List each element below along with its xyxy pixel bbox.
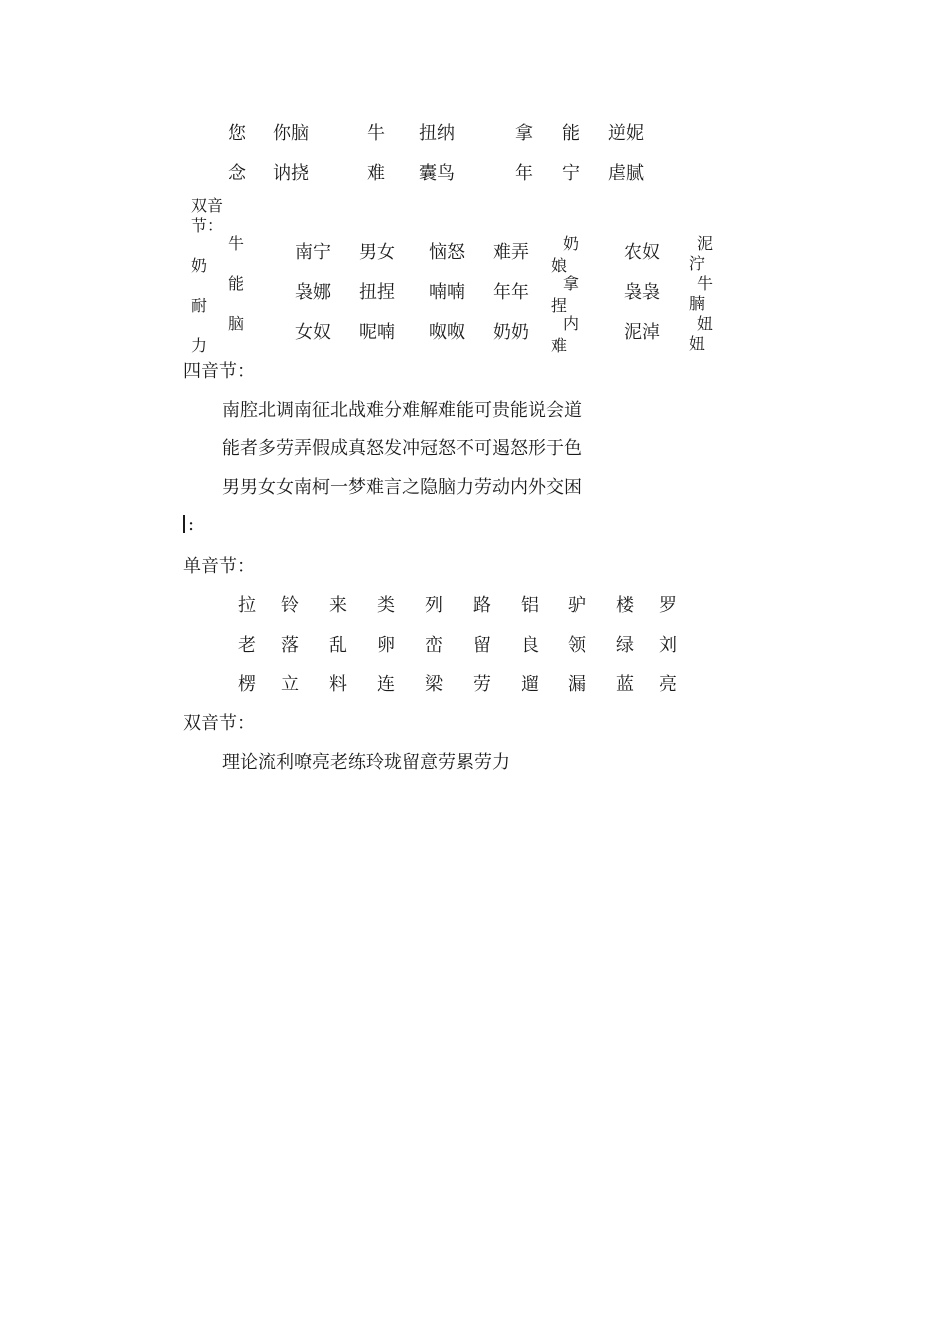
grid-cell: 能 (562, 123, 580, 144)
double-syllable-line: 理论流利嘹亮老练玲珑留意劳累劳力 (222, 752, 510, 773)
table-cell: 扭捏 (359, 282, 395, 303)
grid-cell: 念 (228, 163, 246, 184)
grid-cell: 蓝 (616, 674, 634, 695)
table-cell: 牛 (697, 274, 714, 293)
table-cell: 娘 (551, 256, 568, 275)
double-syllable-heading: 双音节： (183, 713, 255, 734)
table-cell: 恼怒 (429, 242, 465, 263)
table-cell: 力 (191, 336, 208, 355)
table-cell: 呢喃 (359, 322, 395, 343)
table-cell: 泥 (697, 234, 714, 253)
single-syllable-heading: 单音节： (183, 556, 255, 577)
grid-cell: 拿 (515, 123, 533, 144)
grid-cell: 来 (329, 595, 347, 616)
table-cell: 脑 (228, 314, 245, 333)
grid-cell: 料 (329, 674, 347, 695)
table-cell: 腩 (689, 294, 706, 313)
table-cell: 年年 (493, 282, 529, 303)
grid-cell: 铝 (521, 595, 539, 616)
double-syllable-table (180, 226, 740, 355)
grid-cell: 驴 (568, 595, 586, 616)
grid-cell: 拉 (238, 595, 256, 616)
four-syllable-heading: 四音节： (183, 361, 255, 382)
grid-cell: 乱 (329, 635, 347, 656)
grid-cell: 扭纳 (419, 123, 455, 144)
grid-cell: 您 (228, 123, 246, 144)
table-cell: 内 (563, 314, 580, 333)
grid-cell: 楞 (238, 674, 256, 695)
grid-cell: 你脑 (273, 123, 309, 144)
grid-cell: 罗 (659, 595, 677, 616)
grid-cell: 绿 (616, 635, 634, 656)
grid-cell: 虐腻 (608, 163, 644, 184)
grid-cell: 牛 (367, 123, 385, 144)
grid-cell: 楼 (616, 595, 634, 616)
grid-cell: 老 (238, 635, 256, 656)
grid-cell: 逆妮 (608, 123, 644, 144)
table-cell: 奶 (563, 234, 580, 253)
table-cell: 农奴 (624, 242, 660, 263)
table-cell: 拿 (563, 274, 580, 293)
four-syllable-line: 南腔北调南征北战难分难解难能可贵能说会道 (222, 400, 582, 421)
grid-cell: 漏 (568, 674, 586, 695)
grid-cell: 良 (521, 635, 539, 656)
four-syllable-line: 男男女女南柯一梦难言之隐脑力劳动内外交困 (222, 477, 582, 498)
table-cell: 耐 (191, 296, 208, 315)
grid-cell: 年 (515, 163, 533, 184)
grid-cell: 立 (281, 674, 299, 695)
section-label-colon: : (188, 514, 195, 535)
table-cell: 南宁 (295, 242, 331, 263)
grid-cell: 遛 (521, 674, 539, 695)
grid-cell: 劳 (473, 674, 491, 695)
grid-cell: 讷挠 (273, 163, 309, 184)
grid-cell: 留 (473, 635, 491, 656)
grid-cell: 铃 (281, 595, 299, 616)
grid-cell: 领 (568, 635, 586, 656)
grid-cell: 落 (281, 635, 299, 656)
grid-cell: 亮 (659, 674, 677, 695)
grid-cell: 峦 (425, 635, 443, 656)
double-heading-line1: 双音 (191, 196, 224, 215)
table-cell: 难 (551, 336, 568, 355)
grid-cell: 梁 (425, 674, 443, 695)
grid-cell: 路 (473, 595, 491, 616)
table-cell: 男女 (359, 242, 395, 263)
grid-cell: 囊鸟 (419, 163, 455, 184)
table-cell: 妞 (689, 334, 706, 353)
table-cell: 牛 (228, 234, 245, 253)
table-cell: 捏 (551, 296, 568, 315)
table-cell: 泞 (689, 254, 706, 273)
table-cell: 妞 (697, 314, 714, 333)
table-cell: 能 (228, 274, 245, 293)
table-cell: 泥淖 (624, 322, 660, 343)
table-cell: 奶 (191, 256, 208, 275)
table-cell: 女奴 (295, 322, 331, 343)
table-cell: 喃喃 (429, 282, 465, 303)
table-cell: 袅袅 (624, 282, 660, 303)
table-cell: 呶呶 (429, 322, 465, 343)
grid-cell: 难 (367, 163, 385, 184)
four-syllable-line: 能者多劳弄假成真怒发冲冠怒不可遏怒形于色 (222, 438, 582, 459)
grid-cell: 类 (377, 595, 395, 616)
table-cell: 奶奶 (493, 322, 529, 343)
double-heading-line2: 节： (191, 216, 224, 235)
grid-cell: 列 (425, 595, 443, 616)
grid-cell: 卵 (377, 635, 395, 656)
section-marker-l (183, 515, 185, 533)
grid-cell: 刘 (659, 635, 677, 656)
table-cell: 难弄 (493, 242, 529, 263)
grid-cell: 宁 (562, 163, 580, 184)
table-cell: 袅娜 (295, 282, 331, 303)
grid-cell: 连 (377, 674, 395, 695)
